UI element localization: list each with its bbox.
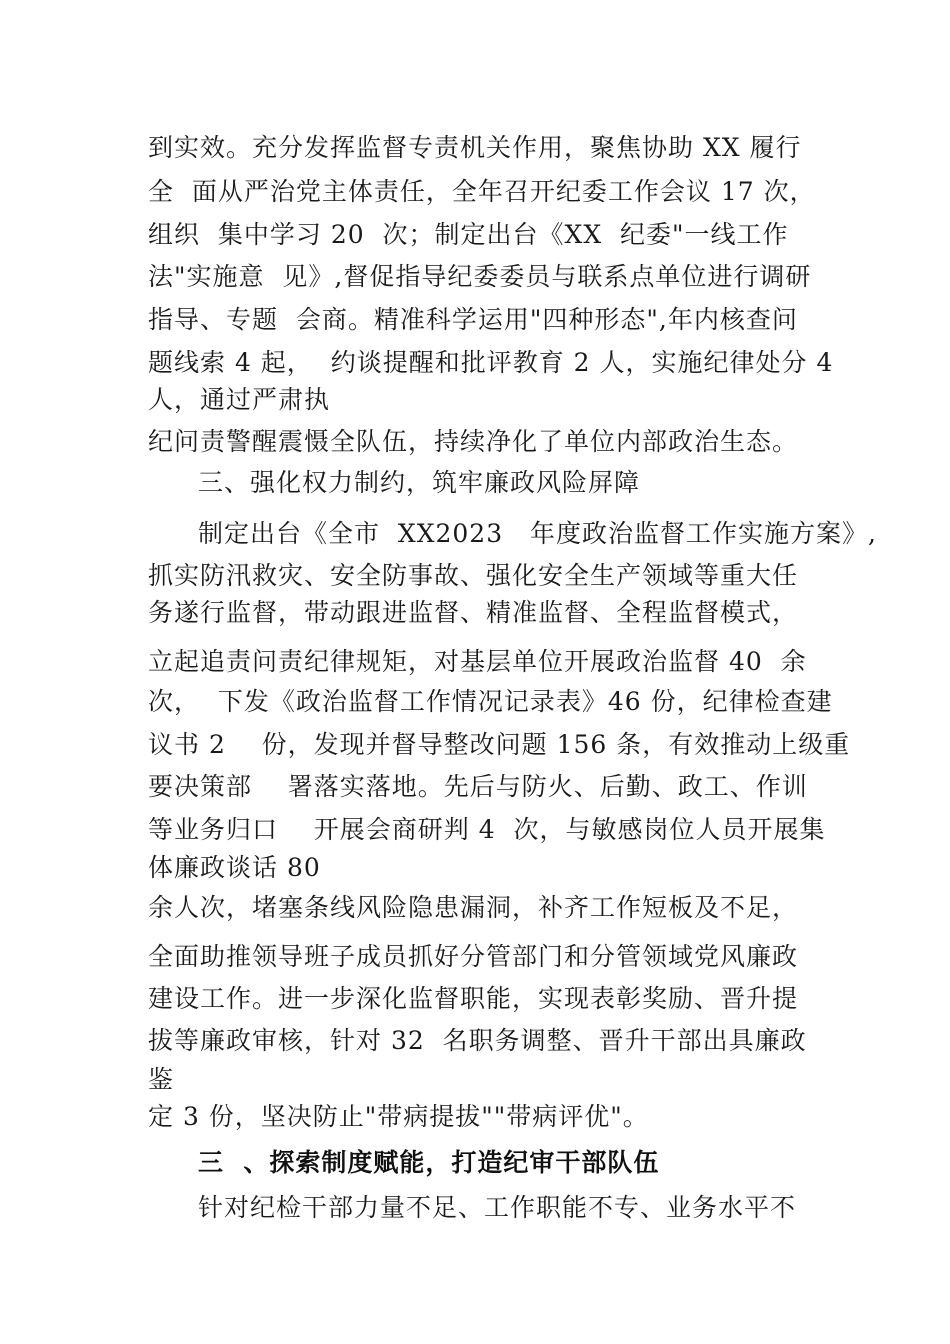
body-line: 组织 集中学习 20 次；制定出台《XX 纪委"一线工作 (148, 220, 789, 249)
body-line: 次， 下发《政治监督工作情况记录表》46 份，纪律检查建 (148, 687, 833, 716)
body-line: 题线索 4 起， 约谈提醒和批评教育 2 人，实施纪律处分 4 (148, 348, 834, 377)
body-line: 法"实施意 见》,督促指导纪委委员与联系点单位进行调研 (148, 262, 812, 291)
body-line: 全 面从严治党主体责任，全年召开纪委工作会议 17 次， (148, 177, 816, 206)
body-line: 余人次，堵塞条线风险隐患漏洞，补齐工作短板及不足， (148, 893, 799, 922)
body-line: 体廉政谈话 80 (148, 853, 321, 882)
body-line: 纪问责警醒震慑全队伍，持续净化了单位内部政治生态。 (148, 427, 799, 456)
body-line: 指导、专题 会商。精准科学运用"四种形态",年内核查问 (148, 305, 798, 334)
body-line: 抓实防汛救灾、安全防事故、强化安全生产领域等重大任 (148, 561, 799, 590)
body-line: 定 3 份，坚决防止"带病提拔""带病评优"。 (148, 1102, 649, 1131)
body-line: 拔等廉政审核，针对 32 名职务调整、晋升干部出具廉政 (148, 1026, 807, 1055)
body-line: 要决策部 署落实落地。先后与防火、后勤、政工、作训 (148, 772, 808, 801)
body-line: 立起追责问责纪律规矩，对基层单位开展政治监督 40 余 (148, 647, 807, 676)
body-line: 等业务归口 开展会商研判 4 次，与敏感岗位人员开展集 (148, 815, 826, 844)
section-heading: 三、强化权力制约，筑牢廉政风险屏障 (198, 468, 641, 497)
paragraph-first-line: 针对纪检干部力量不足、工作职能不专、业务水平不 (198, 1193, 797, 1222)
body-line: 全面助推领导班子成员抓好分管部门和分管领域党风廉政 (148, 942, 799, 971)
body-line: 鉴 (148, 1065, 175, 1094)
body-line: 议书 2 份，发现并督导整改问题 156 条，有效推动上级重 (148, 730, 851, 759)
body-line: 建设工作。进一步深化监督职能，实现表彰奖励、晋升提 (148, 984, 799, 1013)
paragraph-first-line: 制定出台《全市 XX2023 年度政治监督工作实施方案》, (198, 519, 877, 548)
body-line: 到实效。充分发挥监督专责机关作用，聚焦协助 XX 履行 (148, 133, 802, 162)
body-line: 人，通过严肃执 (148, 385, 331, 414)
section-heading-bold: 三 、探索制度赋能，打造纪审干部队伍 (198, 1148, 660, 1177)
body-line: 务遂行监督，带动跟进监督、精准监督、全程监督模式， (148, 598, 799, 627)
